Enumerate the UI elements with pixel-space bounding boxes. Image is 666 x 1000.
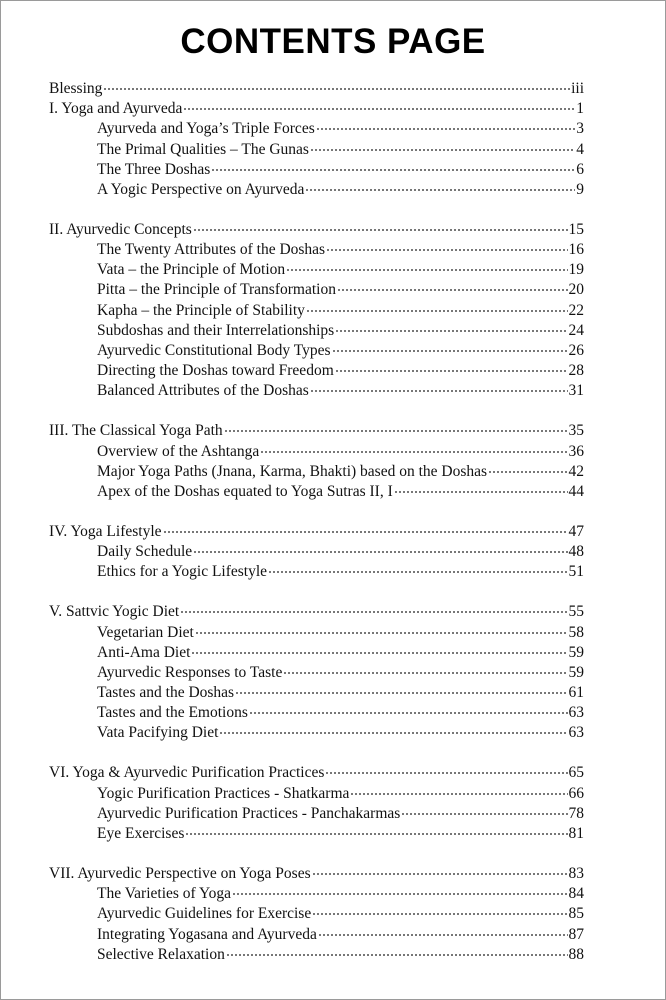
toc-entry-label: VI. Yoga & Ayurvedic Purification Practices bbox=[49, 764, 325, 782]
toc-subentry[interactable] bbox=[49, 462, 584, 482]
dot-leader bbox=[310, 390, 568, 392]
dot-leader bbox=[335, 370, 568, 372]
toc-subentry[interactable] bbox=[49, 341, 584, 361]
dot-leader bbox=[163, 531, 568, 533]
dot-leader bbox=[335, 330, 567, 332]
toc-entry-page-number: 44 bbox=[568, 482, 584, 500]
toc-entry-page-number: 20 bbox=[568, 281, 584, 299]
toc-entry-label: Ethics for a Yogic Lifestyle bbox=[97, 563, 268, 581]
toc-entry-label: The Three Doshas bbox=[97, 160, 211, 178]
toc-entry-label: Kapha – the Principle of Stability bbox=[97, 301, 305, 319]
toc-entry-page-number: 81 bbox=[568, 824, 584, 842]
dot-leader bbox=[219, 732, 567, 734]
toc-entry-page-number: 88 bbox=[568, 945, 584, 963]
toc-entry-page-number: 26 bbox=[568, 342, 584, 360]
toc-subentry[interactable] bbox=[49, 904, 584, 924]
toc-entry-label: Ayurveda and Yoga’s Triple Forces bbox=[97, 120, 315, 138]
dot-leader bbox=[394, 491, 568, 493]
toc-entry-page-number: 1 bbox=[576, 100, 584, 118]
toc-chapter-entry[interactable] bbox=[49, 763, 584, 783]
toc-subentry[interactable] bbox=[49, 240, 584, 260]
toc-entry-page-number: 42 bbox=[568, 462, 584, 480]
toc-entry-page-number: 16 bbox=[568, 241, 584, 259]
toc-entry-page-number: 48 bbox=[568, 543, 584, 561]
toc-entry-page-number: 58 bbox=[568, 623, 584, 641]
toc-entry-label: Ayurvedic Guidelines for Exercise bbox=[97, 905, 312, 923]
toc-entry-page-number: 63 bbox=[568, 724, 584, 742]
toc-entry-page-number: 65 bbox=[568, 764, 584, 782]
toc-subentry[interactable] bbox=[49, 925, 584, 945]
page-title: CONTENTS PAGE bbox=[180, 22, 486, 61]
toc-entry-page-number: 47 bbox=[568, 522, 584, 540]
toc-subentry[interactable] bbox=[49, 643, 584, 663]
toc-entry-label: The Twenty Attributes of the Doshas bbox=[97, 241, 326, 259]
dot-leader bbox=[249, 712, 568, 714]
dot-leader bbox=[310, 149, 575, 151]
toc-entry-label: I. Yoga and Ayurveda bbox=[49, 100, 183, 118]
table-of-contents bbox=[49, 79, 584, 965]
toc-subentry[interactable] bbox=[49, 663, 584, 683]
dot-leader bbox=[185, 833, 567, 835]
toc-entry-label: Vata Pacifying Diet bbox=[97, 724, 219, 742]
toc-entry-label: Tastes and the Emotions bbox=[97, 704, 248, 722]
toc-entry-label: Vegetarian Diet bbox=[97, 623, 194, 641]
toc-subentry[interactable] bbox=[49, 180, 584, 200]
toc-entry-label: Integrating Yogasana and Ayurveda bbox=[97, 925, 317, 943]
dot-leader bbox=[488, 471, 567, 473]
toc-entry-label: Anti-Ama Diet bbox=[97, 643, 191, 661]
toc-entry-label: IV. Yoga Lifestyle bbox=[49, 522, 162, 540]
toc-entry-page-number: 63 bbox=[568, 704, 584, 722]
toc-subentry[interactable] bbox=[49, 784, 584, 804]
dot-leader bbox=[350, 793, 567, 795]
toc-subentry[interactable] bbox=[49, 683, 584, 703]
toc-entry-label: Yogic Purification Practices - Shatkarma bbox=[97, 784, 350, 802]
toc-entry-page-number: 9 bbox=[576, 180, 584, 198]
toc-entry-label: Blessing bbox=[49, 80, 103, 97]
toc-entry-label: Apex of the Doshas equated to Yoga Sutras II, I bbox=[97, 482, 393, 500]
dot-leader bbox=[232, 893, 567, 895]
dot-leader bbox=[191, 652, 567, 654]
toc-subentry[interactable] bbox=[49, 442, 584, 462]
dot-leader bbox=[325, 772, 567, 774]
dot-leader bbox=[312, 873, 568, 875]
dot-leader bbox=[306, 310, 568, 312]
dot-leader bbox=[235, 692, 567, 694]
dot-leader bbox=[195, 632, 568, 634]
toc-chapter-entry[interactable] bbox=[49, 522, 584, 542]
toc-entry-label: II. Ayurvedic Concepts bbox=[49, 220, 192, 238]
dot-leader bbox=[180, 611, 567, 613]
toc-entry-label: Vata – the Principle of Motion bbox=[97, 261, 286, 279]
toc-subentry[interactable] bbox=[49, 884, 584, 904]
toc-subentry[interactable] bbox=[49, 542, 584, 562]
toc-subentry[interactable] bbox=[49, 482, 584, 502]
dot-leader bbox=[193, 229, 568, 231]
dot-leader bbox=[183, 108, 575, 110]
dot-leader bbox=[268, 571, 567, 573]
toc-subentry[interactable] bbox=[49, 160, 584, 180]
toc-entry-label: Overview of the Ashtanga bbox=[97, 442, 260, 460]
toc-entry-page-number: 83 bbox=[568, 864, 584, 882]
toc-entry-label: Daily Schedule bbox=[97, 543, 193, 561]
toc-entry-page-number: 51 bbox=[568, 563, 584, 581]
toc-subentry[interactable] bbox=[49, 321, 584, 341]
toc-chapter-entry[interactable] bbox=[49, 99, 584, 119]
toc-entry-page-number: 59 bbox=[568, 643, 584, 661]
toc-entry-label: VII. Ayurvedic Perspective on Yoga Poses bbox=[49, 864, 311, 882]
toc-subentry[interactable] bbox=[49, 824, 584, 844]
toc-entry-page-number: 15 bbox=[568, 220, 584, 238]
toc-entry-page-number: 59 bbox=[568, 663, 584, 681]
dot-leader bbox=[316, 128, 576, 130]
toc-entry-label: Ayurvedic Responses to Taste bbox=[97, 663, 283, 681]
dot-leader bbox=[286, 269, 567, 271]
dot-leader bbox=[211, 169, 575, 171]
toc-entry-page-number: 36 bbox=[568, 442, 584, 460]
toc-entry-label: III. The Classical Yoga Path bbox=[49, 422, 223, 440]
toc-chapter-entry[interactable] bbox=[49, 602, 584, 622]
toc-chapter-entry[interactable] bbox=[49, 421, 584, 441]
dot-leader bbox=[226, 954, 568, 956]
toc-entry-page-number: 66 bbox=[568, 784, 584, 802]
toc-subentry[interactable] bbox=[49, 260, 584, 280]
toc-subentry[interactable] bbox=[49, 301, 584, 321]
toc-subentry[interactable] bbox=[49, 723, 584, 743]
toc-entry-page-number: 24 bbox=[568, 321, 584, 339]
toc-entry-page-number: 35 bbox=[568, 422, 584, 440]
toc-entry-label: Major Yoga Paths (Jnana, Karma, Bhakti) based on the Doshas bbox=[97, 462, 488, 480]
toc-entry-page-number: 6 bbox=[576, 160, 584, 178]
dot-leader bbox=[193, 551, 567, 553]
toc-entry-page-number: 31 bbox=[568, 382, 584, 400]
toc-entry-label: Subdoshas and their Interrelationships bbox=[97, 321, 335, 339]
toc-entry-label: Selective Relaxation bbox=[97, 945, 225, 963]
toc-entry-page-number: 61 bbox=[568, 684, 584, 702]
toc-subentry[interactable] bbox=[49, 703, 584, 723]
dot-leader bbox=[305, 189, 575, 191]
toc-subentry[interactable] bbox=[49, 361, 584, 381]
dot-leader bbox=[283, 672, 567, 674]
dot-leader bbox=[312, 913, 567, 915]
toc-entry-label: Tastes and the Doshas bbox=[97, 684, 235, 702]
toc-entry-label: Balanced Attributes of the Doshas bbox=[97, 382, 309, 400]
toc-subentry[interactable] bbox=[49, 140, 584, 160]
dot-leader bbox=[337, 289, 568, 291]
toc-entry-label: V. Sattvic Yogic Diet bbox=[49, 603, 180, 621]
toc-chapter-entry[interactable] bbox=[49, 220, 584, 240]
toc-entry-page-number: 85 bbox=[568, 905, 584, 923]
toc-entry-label: Directing the Doshas toward Freedom bbox=[97, 362, 334, 380]
toc-subentry[interactable] bbox=[49, 280, 584, 300]
toc-entry-page-number: 19 bbox=[568, 261, 584, 279]
toc-entry-label: Ayurvedic Purification Practices - Panchakarmas bbox=[97, 804, 401, 822]
dot-leader bbox=[401, 813, 567, 815]
toc-entry-page-number: 87 bbox=[568, 925, 584, 943]
toc-entry-label: Pitta – the Principle of Transformation bbox=[97, 281, 336, 299]
dot-leader bbox=[103, 88, 570, 90]
toc-entry-page-number: 55 bbox=[568, 603, 584, 621]
toc-entry-label: The Primal Qualities – The Gunas bbox=[97, 140, 309, 158]
toc-entry-page-number: 3 bbox=[576, 120, 584, 138]
toc-entry-label: Eye Exercises bbox=[97, 824, 185, 842]
dot-leader bbox=[260, 451, 567, 453]
toc-entry-page-number: 4 bbox=[576, 140, 584, 158]
dot-leader bbox=[326, 249, 567, 251]
toc-subentry[interactable] bbox=[49, 381, 584, 401]
toc-entry-label: The Varieties of Yoga bbox=[97, 885, 232, 903]
toc-subentry[interactable] bbox=[49, 945, 584, 965]
toc-entry-page-number: 28 bbox=[568, 362, 584, 380]
toc-chapter-entry[interactable] bbox=[49, 864, 584, 884]
dot-leader bbox=[332, 350, 568, 352]
toc-subentry[interactable] bbox=[49, 119, 584, 139]
toc-entry-page-number: 78 bbox=[568, 804, 584, 822]
toc-subentry[interactable] bbox=[49, 562, 584, 582]
toc-entry-page-number: 22 bbox=[568, 301, 584, 319]
toc-entry-page-number: iii bbox=[571, 80, 584, 97]
toc-entry-label: A Yogic Perspective on Ayurveda bbox=[97, 180, 305, 198]
toc-subentry[interactable] bbox=[49, 804, 584, 824]
toc-chapter-entry[interactable] bbox=[49, 79, 584, 99]
dot-leader bbox=[318, 934, 568, 936]
dot-leader bbox=[224, 430, 568, 432]
toc-subentry[interactable] bbox=[49, 623, 584, 643]
toc-entry-page-number: 84 bbox=[568, 885, 584, 903]
toc-entry-label: Ayurvedic Constitutional Body Types bbox=[97, 342, 331, 360]
